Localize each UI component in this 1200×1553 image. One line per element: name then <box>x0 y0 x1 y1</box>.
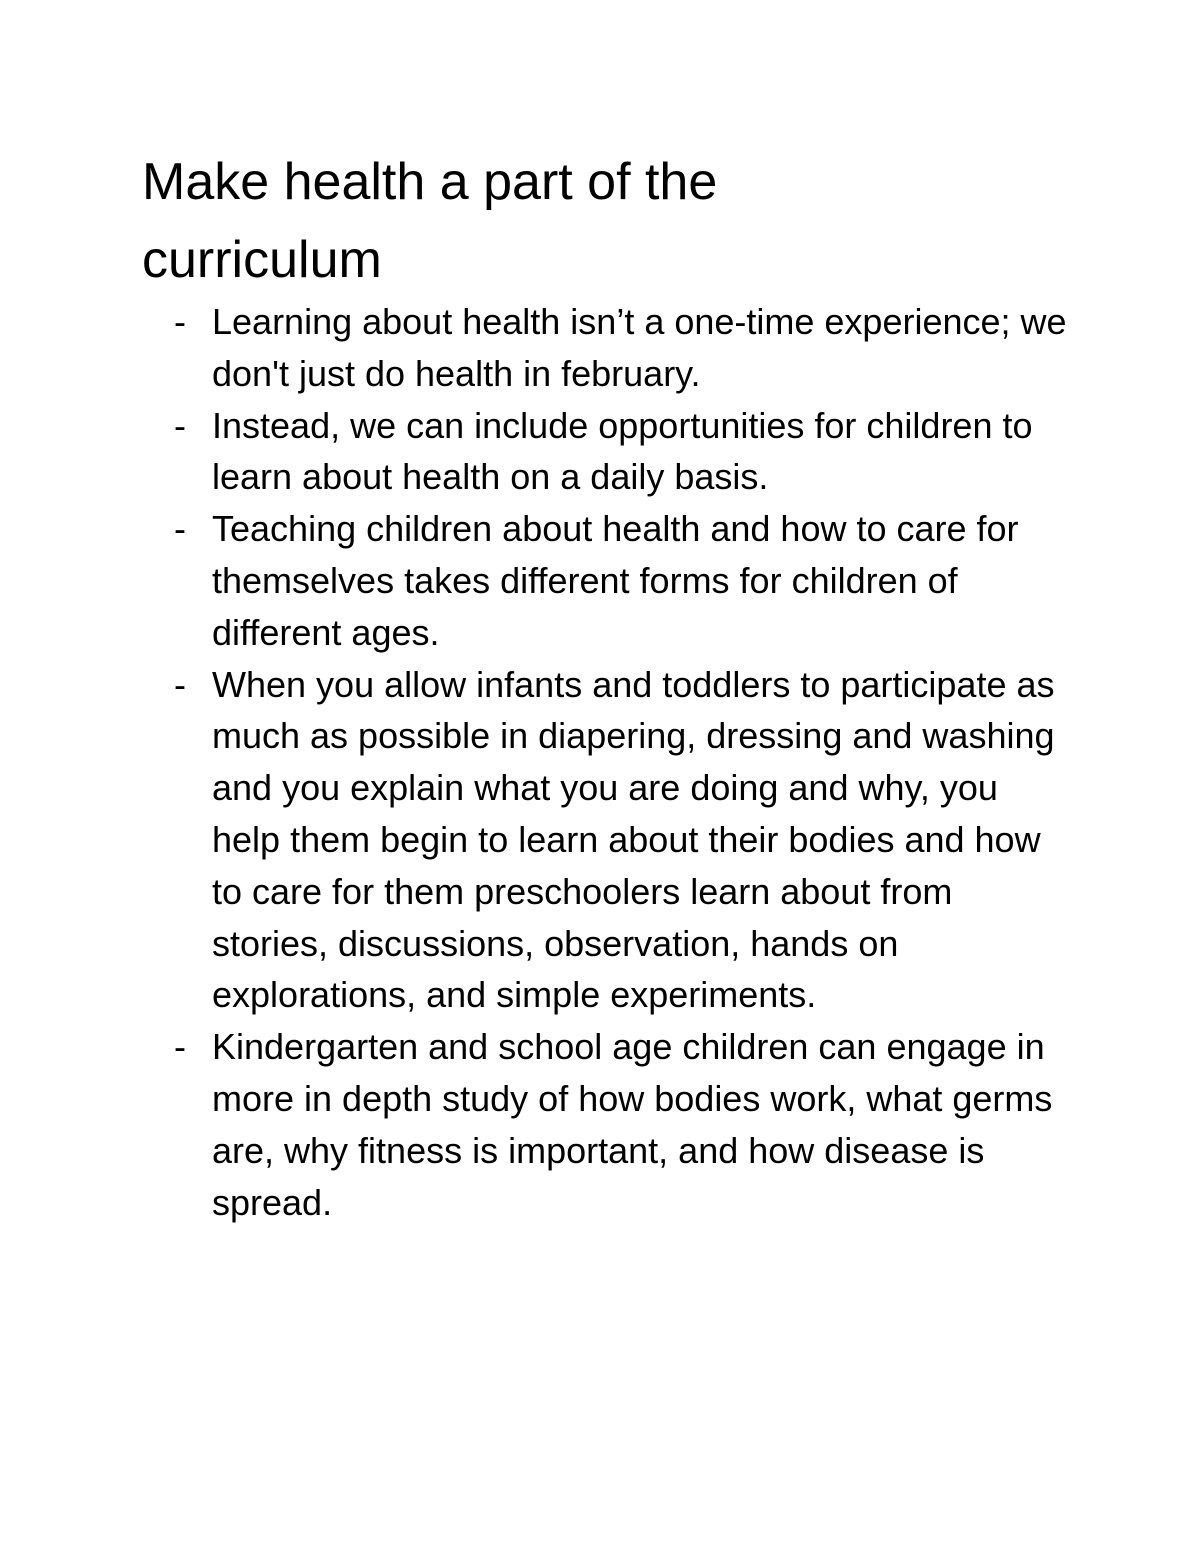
page-title: Make health a part of the curriculum <box>142 153 718 289</box>
list-item <box>0 400 1200 504</box>
bullet-dash: - <box>174 1026 186 1068</box>
list-item <box>0 1021 1200 1228</box>
bullet-text: Learning about health isn’t a one-time experience; we don't just do health in february. <box>212 301 1067 394</box>
bullet-text: Instead, we can include opportunities for children to learn about health on a daily basis. <box>212 404 1033 498</box>
bullet-list <box>0 296 1200 1228</box>
list-item <box>0 659 1200 1022</box>
bullet-dash: - <box>174 663 186 705</box>
bullet-text: Teaching children about health and how to care for themselves takes different forms for children of different ages. <box>212 508 1019 653</box>
bullet-dash: - <box>174 301 186 342</box>
bullet-dash: - <box>174 508 186 550</box>
bullet-text: Kindergarten and school age children can engage in more in depth study of how bodies work, what germs are, why fitness is important, and how disease is spread. <box>212 1026 1053 1223</box>
list-item <box>0 503 1200 658</box>
list-item <box>0 296 1200 400</box>
bullet-dash: - <box>174 404 186 446</box>
bullet-text: When you allow infants and toddlers to participate as much as possible in diapering, dressing and washing and you explain what you are doing and why, you help them begin to learn about their bodies and how to care for them preschoolers learn about from stories, discussions, observation, hands on explorations, and simple experiments. <box>212 663 1055 1016</box>
